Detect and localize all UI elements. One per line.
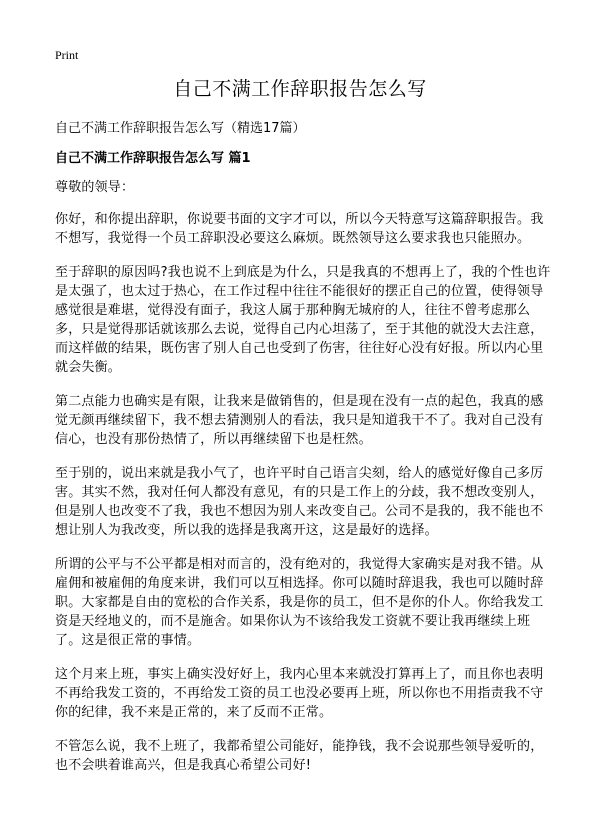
paragraph: 你好，和你提出辞职，你说要书面的文字才可以，所以今天特意写这篇辞职报告。我不想写，我觉得一个员工辞职没必要这么麻烦。既然领导这么要求我也只能照办。: [55, 212, 544, 246]
print-link[interactable]: Print: [55, 48, 79, 62]
letter-greeting: 尊敬的领导：: [55, 180, 135, 195]
paragraph: 不管怎么说，我不上班了，我都希望公司能好，能挣钱，我不会说那些领导爱听的，也不会哄着谁高兴，但是我真心希望公司好!: [55, 739, 544, 773]
paragraph: 第二点能力也确实是有限，让我来是做销售的，但是现在没有一点的起色，我真的感觉无颜再继续留下，我不想去猜测别人的看法，我只是知道我干不了。我对自己没有信心，也没有那份热情了，所以再继续留下也是枉然。: [55, 394, 544, 447]
letter-body: [55, 178, 556, 790]
section-heading: 自己不满工作辞职报告怎么写 篇1: [55, 151, 251, 166]
paragraph: 至于辞职的原因吗?我也说不上到底是为什么，只是我真的不想再上了，我的个性也许是太强了，也太过于热心，在工作过程中往往不能很好的摆正自己的位置，使得领导感觉很是难堪，觉得没有面子，我这人属于那种胸无城府的人，往往不曾考虑那么多，只是觉得那话就该那么去说，觉得自己内心坦荡了，至于其他的就没大去注意，而这样做的结果，既伤害了别人自己也受到了伤害，往往好心没有好报。所以内心里就会失衡。: [55, 265, 551, 375]
document-subtitle: 自己不满工作辞职报告怎么写（精选17篇）: [55, 121, 306, 136]
page-title: 自己不满工作辞职报告怎么写: [173, 78, 427, 100]
paragraph: 所谓的公平与不公平都是相对而言的，没有绝对的，我觉得大家确实是对我不错。从雇佣和被雇佣的角度来讲，我们可以互相选择。你可以随时辞退我，我也可以随时辞职。大家都是自由的宽松的合作关系，我是你的员工，但不是你的仆人。你给我发工资是天经地义的，而不是施舍。如果你认为不该给我发工资就不要让我再继续上班了。这是很正常的事情。: [55, 557, 544, 648]
paragraph: 至于别的，说出来就是我小气了，也许平时自己语言尖刻，给人的感觉好像自己多厉害。其实不然，我对任何人都没有意见，有的只是工作上的分歧，我不想改变别人，但是别人也改变不了我，我也不想因为别人来改变自己。公司不是我的，我不能也不想让别人为我改变，所以我的选择是我离开这，这是最好的选择。: [55, 466, 544, 538]
paragraph: 这个月来上班，事实上确实没好好上，我内心里本来就没打算再上了，而且你也表明不再给我发工资的，不再给发工资的员工也没必要再上班，所以你也不用指责我不守你的纪律，我不来是正常的，来了反而不正常。: [55, 667, 544, 720]
